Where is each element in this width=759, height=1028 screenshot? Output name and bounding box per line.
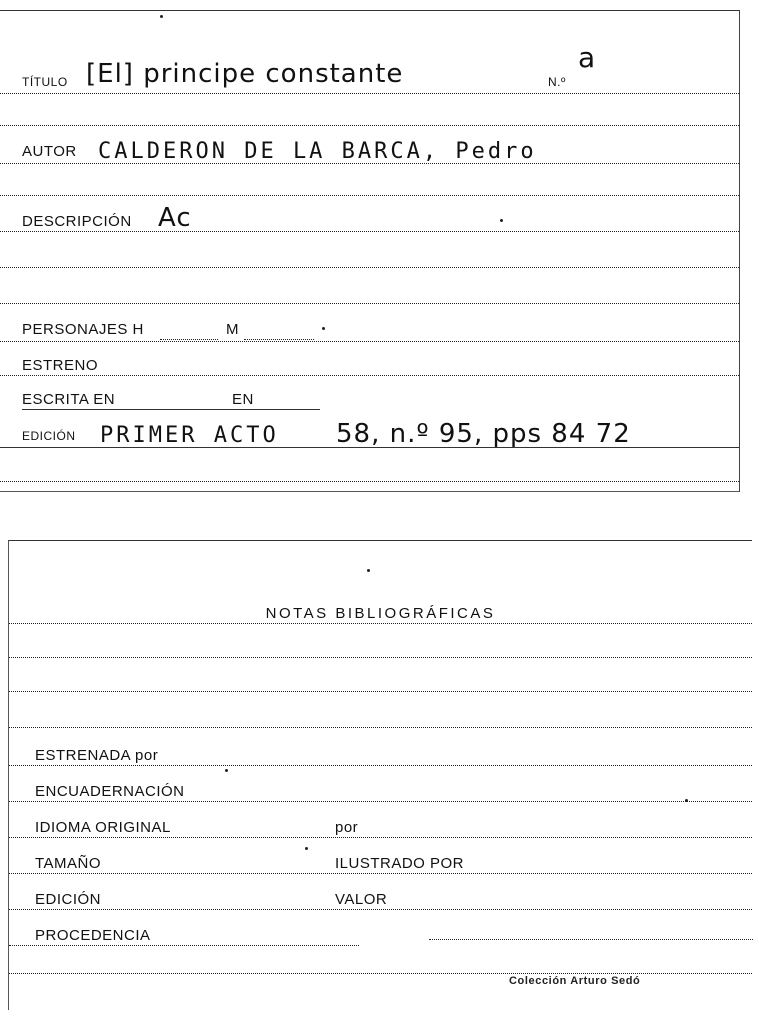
escrita-rule bbox=[22, 409, 320, 410]
collection-stamp: Colección Arturo Sedó bbox=[509, 975, 641, 987]
catalog-card-back bbox=[8, 540, 752, 1010]
encuadernacion-rule bbox=[9, 801, 752, 802]
speck bbox=[225, 769, 228, 772]
numero-value: a bbox=[578, 41, 597, 74]
notas-rule-2 bbox=[9, 657, 752, 658]
edicion-reference: 58, n.º 95, pps 84 72 bbox=[336, 419, 631, 449]
speck bbox=[305, 847, 308, 850]
notas-rule-4 bbox=[9, 727, 752, 728]
encuadernacion-label: ENCUADERNACIÓN bbox=[35, 783, 185, 800]
speck bbox=[500, 219, 503, 222]
notas-rule-3 bbox=[9, 691, 752, 692]
edicion-rule bbox=[0, 447, 739, 448]
catalog-card-front bbox=[0, 10, 740, 492]
escrita-label: ESCRITA EN bbox=[22, 391, 116, 408]
autor-rule bbox=[0, 163, 739, 164]
speck bbox=[322, 327, 325, 330]
tamano-rule bbox=[9, 873, 752, 874]
edicion-label-back: EDICIÓN bbox=[35, 891, 102, 908]
speck bbox=[685, 799, 688, 802]
procedencia-label: PROCEDENCIA bbox=[35, 927, 151, 944]
edicion-label: EDICIÓN bbox=[22, 429, 76, 443]
idioma-rule bbox=[9, 837, 752, 838]
descripcion-value: Ac bbox=[158, 203, 192, 233]
ilustrado-label: ILUSTRADO POR bbox=[335, 855, 465, 872]
estreno-rule bbox=[0, 375, 739, 376]
blank-rule-2 bbox=[0, 195, 739, 196]
edicion-value: PRIMER ACTO bbox=[100, 423, 279, 448]
autor-value: CALDERON DE LA BARCA, Pedro bbox=[98, 139, 537, 164]
autor-label: AUTOR bbox=[22, 143, 77, 160]
estreno-label: ESTRENO bbox=[22, 357, 99, 374]
descripcion-rule bbox=[0, 231, 739, 232]
procedencia-rule-left bbox=[9, 945, 359, 946]
bottom-rule bbox=[9, 973, 752, 974]
blank-rule-4 bbox=[0, 303, 739, 304]
procedencia-rule-right bbox=[429, 939, 753, 940]
notas-heading: NOTAS BIBLIOGRÁFICAS bbox=[265, 605, 496, 622]
idioma-label: IDIOMA ORIGINAL bbox=[35, 819, 171, 836]
personajes-m-label: M bbox=[226, 321, 239, 338]
numero-label: N.º bbox=[548, 75, 566, 89]
tamano-label: TAMAÑO bbox=[35, 855, 102, 872]
blank-rule-5 bbox=[0, 481, 739, 482]
personajes-rule bbox=[0, 341, 739, 342]
titulo-rule bbox=[0, 93, 739, 94]
speck bbox=[367, 569, 370, 572]
estrenada-rule bbox=[9, 765, 752, 766]
personajes-label: PERSONAJES H bbox=[22, 321, 144, 338]
estrenada-label: ESTRENADA por bbox=[35, 747, 159, 764]
titulo-label: TÍTULO bbox=[22, 75, 68, 89]
escrita-en-label: EN bbox=[232, 391, 254, 408]
personajes-m-line bbox=[244, 339, 314, 340]
speck bbox=[160, 15, 163, 18]
personajes-h-line bbox=[160, 339, 218, 340]
titulo-value: [El] principe constante bbox=[86, 59, 404, 89]
notas-rule-1 bbox=[9, 623, 752, 624]
idioma-por-label: por bbox=[335, 819, 359, 836]
valor-label: VALOR bbox=[335, 891, 388, 908]
blank-rule-3 bbox=[0, 267, 739, 268]
descripcion-label: DESCRIPCIÓN bbox=[22, 213, 132, 230]
blank-rule-1 bbox=[0, 125, 739, 126]
edicion-rule-back bbox=[9, 909, 752, 910]
